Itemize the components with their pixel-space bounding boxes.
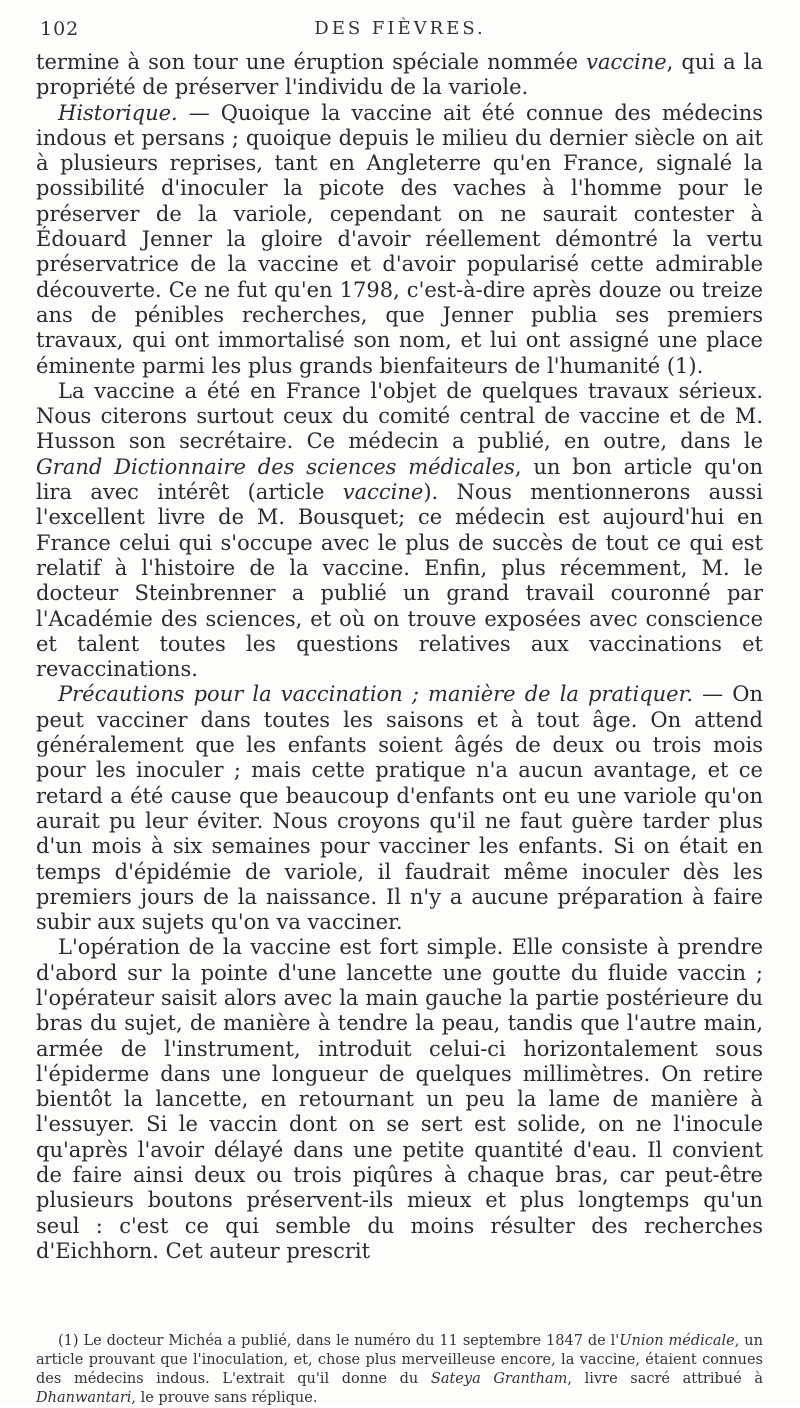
italic-text: Union médicale [619, 1333, 735, 1349]
text-run: L'opération de la vaccine est fort simple. Elle consiste à prendre d'abord sur la pointe d'une lancette une goutte du fluide vaccin ; l'opérateur saisit alors avec la main gauche la partie postérieure du bras du sujet, de manière à tendre la peau, tandis que l'autre main, armée de l'instrument, introduit celui-ci horizontalement sous l'épiderme dans une longueur de quelques millimètres. On retire bientôt la lancette, en retournant un peu la lame de manière à l'essuyer. Si le vaccin dont on se sert est solide, on ne l'inocule qu'après l'avoir délayé dans une petite quantité d'eau. Il convient de faire ainsi deux ou trois piqûres à chaque bras, car peut-être plusieurs boutons préservent-ils mieux et plus longtemps qu'un seul : c'est ce qui semble du moins résulter des recherches d'Eichhorn. Cet auteur prescrit [36, 935, 763, 1263]
italic-text: Historique. [58, 100, 178, 125]
text-run: , qui a la propriété de préserver l'individu de la variole. [36, 50, 763, 100]
page-header [40, 18, 760, 48]
text-run: La vaccine a été en France l'objet de quelques travaux sérieux. Nous citerons surtout ceux du comité central de vaccine et de M. Husson son secrétaire. Ce médecin a publié, en outre, dans le [36, 378, 763, 454]
running-head: DES FIÈVRES. [314, 18, 486, 39]
text-run: termine à son tour une éruption spéciale nommée [36, 50, 587, 74]
text-run: — Quoique la vaccine ait été connue des médecins indous et persans ; quoique depuis le milieu du dernier siècle on ait à plusieurs reprises, tant en Angleterre qu'en France, signalé la possibilité d'inoculer la picote des vaches à l'homme pour le préserver de la variole, cependant on ne saurait contester à Édouard Jenner la gloire d'avoir réellement démontré la vertu préservatrice de la vaccine et d'avoir popularisé cette admirable découverte. Ce ne fut qu'en 1798, c'est-à-dire après douze ou treize ans de pénibles recherches, que Jenner publia ses premiers travaux, qui ont immortalisé son nom, et lui ont assigné une place éminente parmi les plus grands bienfaiteurs de l'humanité (1). [36, 100, 763, 378]
italic-text: Sateya Grantham [430, 1371, 568, 1387]
paragraph [36, 50, 763, 101]
italic-text: Précautions pour la vaccination ; manière de la pratiquer. [58, 682, 694, 707]
italic-text: Grand Dictionnaire des sciences médicales [36, 454, 515, 479]
text-run: , livre sacré attribué à [567, 1371, 763, 1387]
footnote [36, 1332, 763, 1408]
text-run: ). Nous mentionnerons aussi l'excellent livre de M. Bousquet; ce médecin est aujourd'hui en France celui qui s'occupe avec le plus de succès de tout ce qui est relatif à l'histoire de la vaccine. Enfin, plus récemment, M. le docteur Steinbrenner a publié un grand travail couronné par l'Académie des sciences, et où on trouve exposées avec conscience et talent toutes les questions relatives aux vaccinations et revaccinations. [36, 480, 763, 682]
text-run: — On peut vacciner dans toutes les saisons et à tout âge. On attend généralement que les enfants soient âgés de deux ou trois mois pour les inoculer ; mais cette pratique n'a aucun avantage, et ce retard a été cause que beaucoup d'enfants ont eu une variole qu'on aurait pu leur éviter. Nous croyons qu'il ne faut guère tarder plus d'un mois à six semaines pour vacciner les enfants. Si on était en temps d'épidémie de variole, il faudrait même inoculer dès les premiers jours de la naissance. Il n'y a aucune préparation à faire subir aux sujets qu'on va vacciner. [36, 682, 763, 935]
paragraph [36, 935, 763, 1264]
italic-text: Dhanwantari [36, 1390, 132, 1406]
paragraph [36, 379, 763, 683]
text-run: , un article prouvant que l'inoculation, et, chose plus merveilleuse encore, la vaccine, étaient connues des médecins indous. L'extrait qu'il donne du [36, 1333, 763, 1387]
italic-text: vaccine [342, 480, 424, 505]
body-text [36, 50, 763, 1264]
text-run: , le prouve sans réplique. [131, 1390, 318, 1406]
italic-text: vaccine [586, 50, 667, 74]
page-number: 102 [40, 18, 80, 40]
paragraph-historique [36, 101, 763, 379]
text-run: (1) Le docteur Michéa a publié, dans le numéro du 11 septembre 1847 de l' [58, 1333, 620, 1349]
text-run: , un bon article qu'on lira avec intérêt (article [36, 454, 763, 505]
footnotes [36, 1332, 763, 1408]
paragraph-precautions [36, 682, 763, 935]
